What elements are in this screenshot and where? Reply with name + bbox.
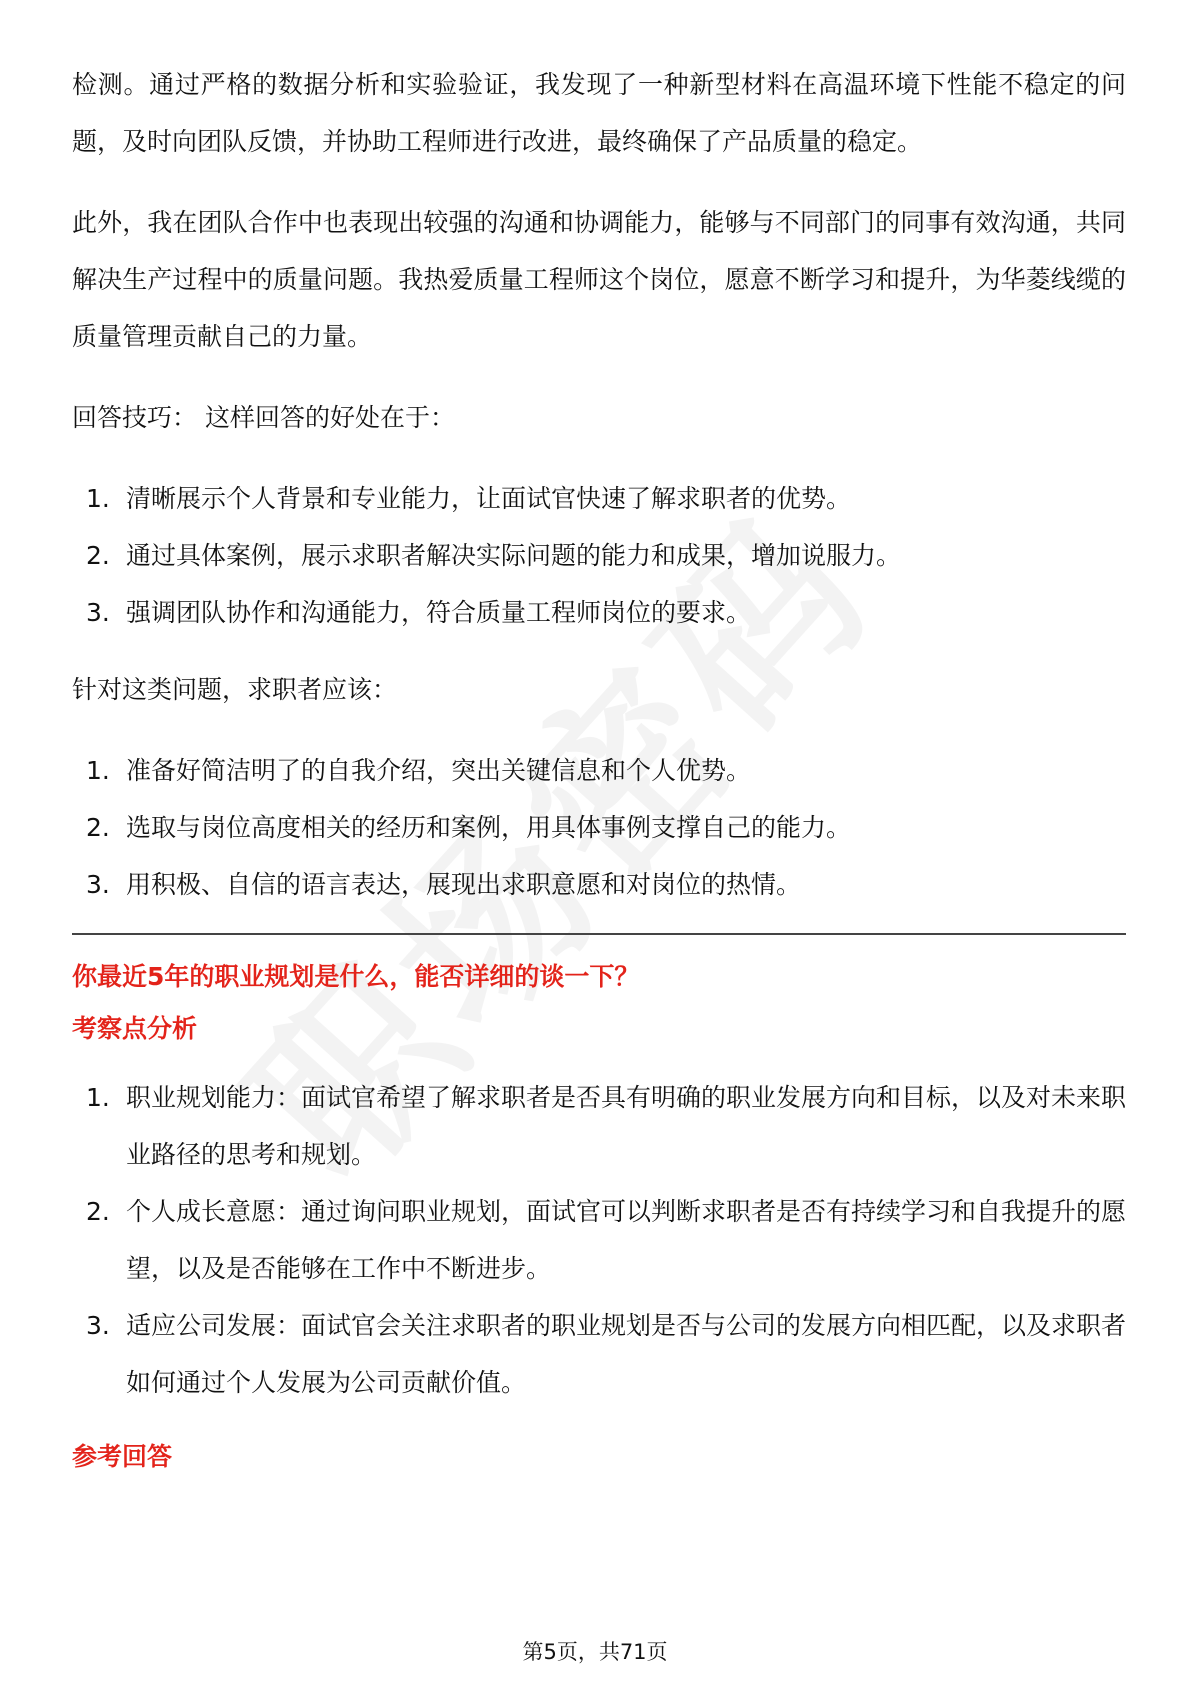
advice-heading: 针对这类问题，求职者应该：: [72, 675, 398, 704]
list-number: 1.: [86, 484, 110, 513]
list-number: 1.: [86, 756, 110, 785]
question-title: 你最近5年的职业规划是什么，能否详细的谈一下？: [72, 962, 640, 991]
reference-heading: 参考回答: [72, 1442, 173, 1471]
list-item: [72, 527, 1126, 584]
list-text: 通过具体案例，展示求职者解决实际问题的能力和成果，增加说服力。: [126, 541, 902, 570]
list-text: 职业规划能力：面试官希望了解求职者是否具有明确的职业发展方向和目标，以及对未来职业路径的思考和规划。: [126, 1083, 1127, 1169]
list-item: [72, 856, 1126, 913]
tips-heading: 回答技巧： 这样回答的好处在于：: [72, 403, 455, 432]
intro-paragraph-2: 此外，我在团队合作中也表现出较强的沟通和协调能力，能够与不同部门的同事有效沟通，共同解决生产过程中的质量问题。我热爱质量工程师这个岗位，愿意不断学习和提升，为华菱线缆的质量管理贡献自己的力量。: [72, 208, 1126, 351]
list-item: [72, 584, 1126, 641]
list-item: [72, 1183, 1126, 1297]
tips-list: [72, 470, 1126, 641]
intro-paragraph-1: 检测。通过严格的数据分析和实验验证，我发现了一种新型材料在高温环境下性能不稳定的问题，及时向团队反馈，并协助工程师进行改进，最终确保了产品质量的稳定。: [72, 70, 1126, 156]
list-number: 2.: [86, 1197, 110, 1226]
list-item: [72, 470, 1126, 527]
list-text: 清晰展示个人背景和专业能力，让面试官快速了解求职者的优势。: [126, 484, 852, 513]
list-text: 强调团队协作和沟通能力，符合质量工程师岗位的要求。: [126, 598, 752, 627]
section-divider: [72, 933, 1126, 935]
document-page: [72, 56, 1126, 1483]
advice-list: [72, 742, 1126, 913]
list-text: 适应公司发展：面试官会关注求职者的职业规划是否与公司的发展方向相匹配，以及求职者如何通过个人发展为公司贡献价值。: [126, 1311, 1127, 1397]
list-text: 个人成长意愿：通过询问职业规划，面试官可以判断求职者是否有持续学习和自我提升的愿望，以及是否能够在工作中不断进步。: [126, 1197, 1127, 1283]
page-number: 第5页，共71页: [522, 1640, 668, 1664]
analysis-heading: 考察点分析: [72, 1014, 198, 1043]
list-item: [72, 1297, 1126, 1411]
list-number: 3.: [86, 1311, 110, 1340]
list-number: 2.: [86, 541, 110, 570]
list-number: 2.: [86, 813, 110, 842]
list-item: [72, 799, 1126, 856]
list-item: [72, 742, 1126, 799]
list-text: 用积极、自信的语言表达，展现出求职意愿和对岗位的热情。: [126, 870, 802, 899]
list-item: [72, 1069, 1126, 1183]
list-text: 选取与岗位高度相关的经历和案例，用具体事例支撑自己的能力。: [126, 813, 852, 842]
analysis-list: [72, 1069, 1126, 1411]
list-number: 1.: [86, 1083, 110, 1112]
list-text: 准备好简洁明了的自我介绍，突出关键信息和个人优势。: [126, 756, 752, 785]
list-number: 3.: [86, 870, 110, 899]
list-number: 3.: [86, 598, 110, 627]
